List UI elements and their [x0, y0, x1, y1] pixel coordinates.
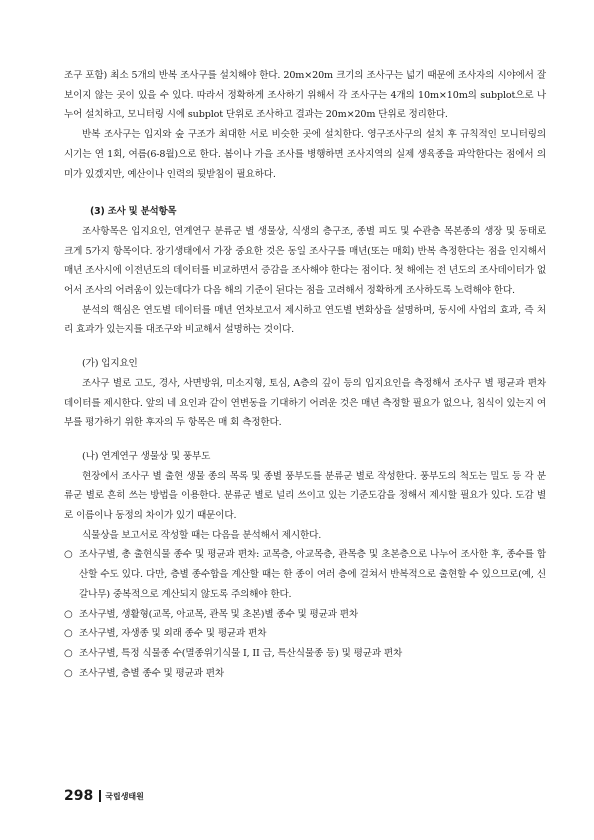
footer-organization: 국립생태원: [105, 791, 144, 801]
footer-divider: [99, 790, 101, 802]
circle-bullet-icon: ○: [64, 608, 73, 620]
circle-bullet-icon: ○: [64, 667, 73, 679]
document-body: [64, 66, 546, 683]
list-item-text: 조사구별, 생활형(교목, 아교목, 관목 및 초본)별 종수 및 평균과 편차: [79, 608, 359, 620]
subheading-site-factors: (가) 입지요인: [82, 358, 138, 370]
list-item-text: 조사구별, 총 출현식물 종수 및 평균과 편차: 교목층, 아교목층, 관목층 및 초본층으로 나누어 조사한 후, 종수를 합산할 수도 있다. 다만, 층별 종수합을 계산할 때는 한 종이 여러 층에 걸쳐서 반복적으로 출현할 수 있으므로(예, 신갈나무) 중복적으로 계산되지 않도록 주의해야 한다.: [79, 549, 546, 600]
list-item-text: 조사구별, 특정 식물종 수(멸종위기식물 I, II 급, 특산식물종 등) 및 평균과 편차: [79, 647, 403, 659]
spacer: [64, 184, 546, 202]
paragraph-flora-report: 식물상을 보고서로 작성할 때는 다음을 분석해서 제시한다.: [82, 529, 322, 541]
circle-bullet-icon: ○: [64, 647, 73, 659]
list-item: [64, 545, 546, 604]
paragraph-biota-abundance: 현장에서 조사구 별 출현 생물 종의 목록 및 종별 풍부도를 분류군 별로 작성한다. 풍부도의 척도는 밀도 등 각 분류군 별로 흔히 쓰는 방법을 이용한다. 분류군 별로 널리 쓰이고 있는 기준도감을 정해서 제시할 필요가 있다. 도감 별로 이름이나 동정의 차이가 있기 때문이다.: [64, 470, 546, 522]
list-item-text: 조사구별, 층별 종수 및 평균과 편차: [79, 667, 225, 679]
spacer: [64, 433, 546, 447]
page-number: 298: [64, 788, 94, 804]
list-item: [64, 644, 546, 664]
list-item: [64, 624, 546, 644]
circle-bullet-icon: ○: [64, 549, 73, 561]
paragraph-survey-items: 조사항목은 입지요인, 연계연구 분류군 별 생물상, 식생의 층구조, 종별 피도 및 수관층 목본종의 생장 및 동태로 크게 5가지 항목이다. 장기생태에서 가장 중요한 것은 동일 조사구를 매년(또는 매회) 반복 측정한다는 점을 인지해서 매년 조사시에 이전년도의 데이터를 비교하면서 증감을 조사해야 한다는 점이다. 첫 해에는 전 년도의 조사데이터가 없어서 조사의 어려움이 있는데다가 다음 해의 기준이 된다는 점을 고려해서 정확하게 조사하도록 노력해야 한다.: [64, 225, 546, 297]
paragraph-analysis-core: 분석의 핵심은 연도별 데이터를 매년 연차보고서 제시하고 연도별 변화상을 설명하며, 동시에 사업의 효과, 즉 처리 효과가 있는지를 대조구와 비교해서 설명하는 것이다.: [64, 304, 546, 336]
paragraph-replicate-plots: 반복 조사구는 입지와 숲 구조가 최대한 서로 비슷한 곳에 설치한다. 영구조사구의 설치 후 규칙적인 모니터링의 시기는 연 1회, 여름(6-8월)으로 한다. 봄이나 가을 조사를 병행하면 조사지역의 실제 생육종을 파악한다는 점에서 의미가 있겠지만, 예산이나 인력의 뒷받침이 필요하다.: [64, 129, 546, 180]
subheading-biota-abundance: (나) 연계연구 생물상 및 풍부도: [82, 450, 211, 462]
page-footer: [64, 786, 144, 806]
circle-bullet-icon: ○: [64, 628, 73, 640]
paragraph-plot-setup: 조구 포함) 최소 5개의 반복 조사구를 설치해야 한다. 20m×20m 크기의 조사구는 넓기 때문에 조사자의 시야에서 잘 보이지 않는 곳이 있을 수 있다. 따라서 정확하게 조사하기 위해서 각 조사구는 4개의 10m×10m의 subplot으로 나누어 설치하고, 모니터링 시에 subplot 단위로 조사하고 결과는 20m×20m 단위로 정리한다.: [64, 70, 546, 121]
section-heading-survey-items: (3) 조사 및 분석항목: [90, 206, 177, 218]
paragraph-site-factors: 조사구 별로 고도, 경사, 사면방위, 미소지형, 토심, A층의 깊이 등의 입지요인을 측정해서 조사구 별 평균과 편차 데이터를 제시한다. 앞의 네 요인과 같이 연변동을 기대하기 어려운 것은 매년 측정할 필요가 없으나, 침식이 있는지 여부를 평가하기 위한 후자의 두 항목은 매 회 측정한다.: [64, 377, 546, 429]
spacer: [64, 340, 546, 354]
list-item: [64, 664, 546, 684]
list-item: [64, 605, 546, 625]
list-item-text: 조사구별, 자생종 및 외래 종수 및 평균과 편차: [79, 628, 267, 640]
